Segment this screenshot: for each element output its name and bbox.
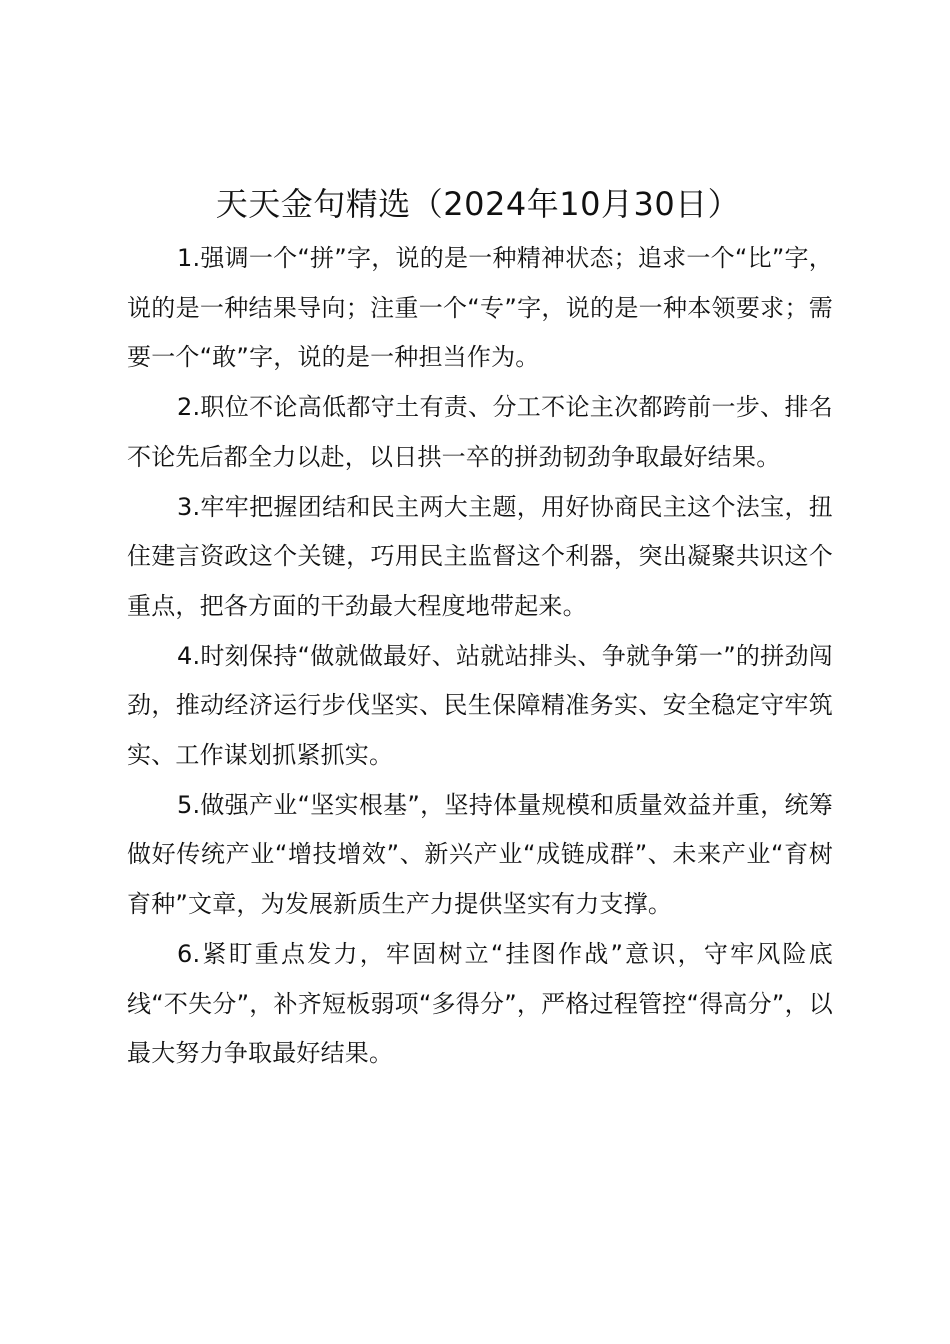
document-title: 天天金句精选（2024年10月30日）	[215, 185, 741, 223]
paragraph-5: 5.做强产业“坚实根基”，坚持体量规模和质量效益并重，统筹做好传统产业“增技增效”、新兴产业“成链成群”、未来产业“育树育种”文章，为发展新质生产力提供坚实有力支撑。	[127, 790, 833, 919]
paragraph-4: 4.时刻保持“做就做最好、站就站排头、争就争第一”的拼劲闯劲，推动经济运行步伐坚实、民生保障精准务实、安全稳定守牢筑实、工作谋划抓紧抓实。	[127, 641, 833, 770]
paragraph-3: 3.牢牢把握团结和民主两大主题，用好协商民主这个法宝，扭住建言资政这个关键，巧用民主监督这个利器，突出凝聚共识这个重点，把各方面的干劲最大程度地带起来。	[127, 492, 833, 620]
document-body	[127, 234, 833, 1079]
paragraph-1: 1.强调一个“拼”字，说的是一种精神状态；追求一个“比”字，说的是一种结果导向；注重一个“专”字，说的是一种本领要求；需要一个“敢”字，说的是一种担当作为。	[127, 244, 833, 372]
paragraph-6: 6.紧盯重点发力，牢固树立“挂图作战”意识，守牢风险底线“不失分”，补齐短板弱项“多得分”，严格过程管控“得高分”，以最大努力争取最好结果。	[127, 939, 833, 1068]
paragraph-2: 2.职位不论高低都守土有责、分工不论主次都跨前一步、排名不论先后都全力以赴，以日拱一卒的拼劲韧劲争取最好结果。	[127, 393, 833, 471]
